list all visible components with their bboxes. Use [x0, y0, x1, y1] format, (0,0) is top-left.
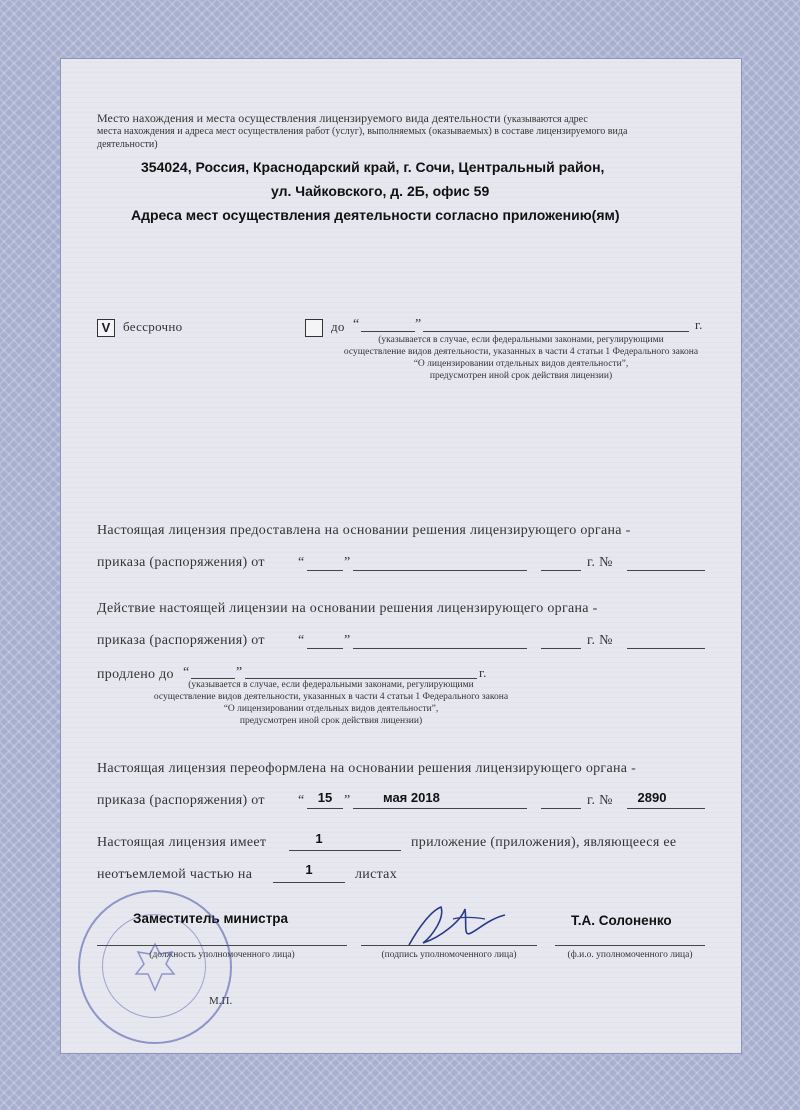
until-checkbox[interactable]: [305, 319, 323, 337]
basis-day-line: [307, 570, 343, 571]
until-day-line: [361, 331, 415, 332]
until-quote-close: ”: [415, 317, 422, 332]
appendix-line-2a: неотъемлемой частью на: [97, 867, 253, 882]
signer-name: Т.А. Солоненко: [571, 913, 672, 928]
signature-line: [361, 945, 537, 946]
reissue-day-line: [307, 808, 343, 809]
extension-quote-close: ”: [344, 633, 351, 648]
appendix-sheets-line: [273, 882, 345, 883]
term-note-2: осуществление видов деятельности, указанных в части 4 статьи 1 Федерального закона: [343, 347, 699, 357]
basis-year-suffix: г. №: [587, 555, 613, 570]
name-caption: (ф.и.о. уполномоченного лица): [567, 950, 693, 960]
signer-position: Заместитель министра: [133, 911, 289, 926]
appendix-count: 1: [315, 831, 323, 846]
basis-date-line: [353, 570, 527, 571]
term-note-4: предусмотрен иной срок действия лицензии): [429, 371, 613, 381]
extension-year-suffix: г. №: [587, 633, 613, 648]
until-label: до: [331, 319, 345, 334]
basis-year-line: [541, 570, 581, 571]
extension-line-1: Действие настоящей лицензии на основании решения лицензирующего органа -: [97, 601, 598, 616]
header-note-2: места нахождения и адреса мест осуществления работ (услуг), выполняемых (оказываемых) в составе лицензируемого вида: [97, 126, 628, 137]
header-note-1: (указываются адрес: [503, 114, 588, 125]
extension-date-line: [353, 648, 527, 649]
extension-note-3: “О лицензировании отдельных видов деятельности”,: [223, 704, 439, 714]
address-line-3: Адреса мест осуществления деятельности согласно приложению(ям): [131, 207, 620, 223]
reissue-date-line: [353, 808, 527, 809]
appendix-sheets: 1: [305, 862, 313, 877]
extension-note-4: предусмотрен иной срок действия лицензии): [239, 716, 423, 726]
term-note: [331, 334, 711, 382]
until-date-line: [423, 331, 689, 332]
reissue-year-suffix: г. №: [587, 793, 613, 808]
extended-quote-open: “: [183, 665, 190, 680]
extended-year-suffix: г.: [479, 665, 487, 680]
official-seal: [78, 890, 232, 1044]
reissue-number-line: [627, 808, 705, 809]
reissue-year-line: [541, 808, 581, 809]
extension-note-1: (указывается в случае, если федеральными законами, регулирующими: [188, 680, 474, 690]
appendix-line-1b: приложение (приложения), являющееся ее: [411, 835, 677, 850]
appendix-line-1a: Настоящая лицензия имеет: [97, 835, 267, 850]
seal-emblem-icon: [130, 940, 180, 994]
extended-until-label: продлено до: [97, 667, 174, 682]
until-year-suffix: г.: [695, 317, 703, 332]
extension-year-line: [541, 648, 581, 649]
header-note-3: деятельности): [97, 139, 158, 150]
reissue-quote-open: “: [298, 793, 305, 808]
until-quote-open: “: [353, 317, 360, 332]
reissue-line-2: приказа (распоряжения) от: [97, 793, 265, 808]
address-line-2: ул. Чайковского, д. 2Б, офис 59: [271, 183, 490, 199]
indefinite-checkbox[interactable]: V: [97, 319, 115, 337]
extension-day-line: [307, 648, 343, 649]
reissue-day: 15: [317, 790, 333, 805]
basis-quote-close: ”: [344, 555, 351, 570]
name-line: [555, 945, 705, 946]
appendix-line-2b: листах: [355, 867, 397, 882]
term-note-3: “О лицензировании отдельных видов деятельности”,: [413, 359, 629, 369]
basis-number-line: [627, 570, 705, 571]
reissue-number: 2890: [637, 790, 667, 805]
position-caption: (должность уполномоченного лица): [149, 950, 295, 960]
basis-quote-open: “: [298, 555, 305, 570]
term-note-1: (указывается в случае, если федеральными законами, регулирующими: [378, 335, 664, 345]
extension-quote-open: “: [298, 633, 305, 648]
basis-line-1: Настоящая лицензия предоставлена на основании решения лицензирующего органа -: [97, 523, 631, 538]
address-line-1: 354024, Россия, Краснодарский край, г. Сочи, Центральный район,: [141, 159, 605, 175]
signature-caption: (подпись уполномоченного лица): [381, 950, 517, 960]
reissue-month-year: мая 2018: [383, 790, 440, 805]
extended-quote-close: ”: [236, 665, 243, 680]
extension-note: [141, 679, 521, 727]
extension-number-line: [627, 648, 705, 649]
extension-line-2: приказа (распоряжения) от: [97, 633, 265, 648]
header-lead-row: [97, 111, 588, 126]
appendix-count-line: [289, 850, 401, 851]
stamp-place-label: М.П.: [209, 995, 233, 1007]
reissue-line-1: Настоящая лицензия переоформлена на основании решения лицензирующего органа -: [97, 761, 637, 776]
header-lead: Место нахождения и места осуществления лицензируемого вида деятельности: [97, 111, 501, 125]
extension-note-2: осуществление видов деятельности, указанных в части 4 статьи 1 Федерального закона: [153, 692, 509, 702]
basis-line-2: приказа (распоряжения) от: [97, 555, 265, 570]
indefinite-label: бессрочно: [123, 319, 183, 334]
reissue-quote-close: ”: [344, 793, 351, 808]
